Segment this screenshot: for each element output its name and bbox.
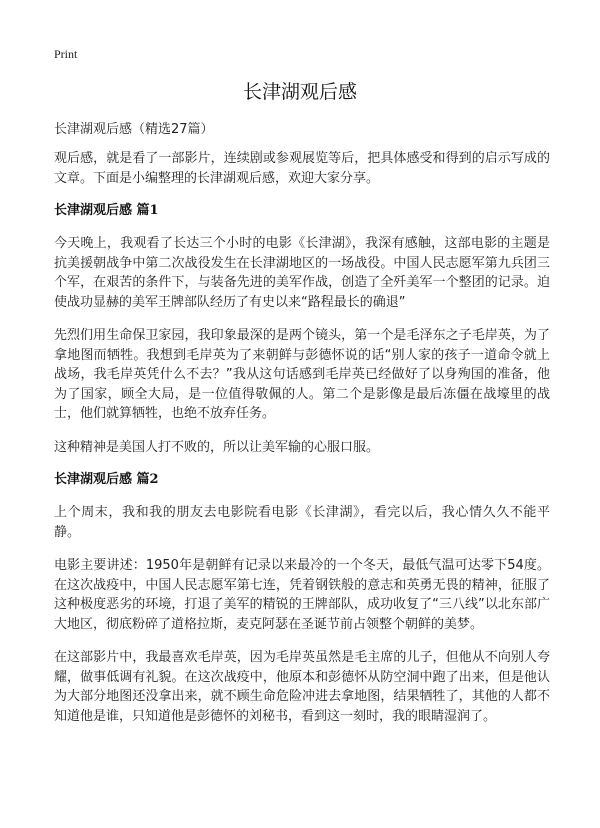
- page-title: 长津湖观后感: [242, 81, 357, 103]
- section-heading: 长津湖观后感 篇1: [54, 203, 159, 218]
- paragraph: 上个周末，我和我的朋友去电影院看电影《长津湖》，看完以后，我心情久久不能平静。: [54, 505, 550, 540]
- paragraph: 这种精神是美国人打不败的，所以让美军输的心服口服。: [54, 439, 380, 455]
- paragraph: 先烈们用生命保卫家园，我印象最深的是两个镜头，第一个是毛泽东之子毛岸英，为了拿地图而牺牲。我想到毛岸英为了来朝鲜与彭德怀说的话“别人家的孩子一道命令就上战场，我毛岸英凭什么不去？”我从这句话感到毛岸英已经做好了以身殉国的准备，他为了国家，顾全大局，是一位值得敬佩的人。第二个是影像是最后冻僵在战壕里的战士，他们就算牺牲，也绝不放弃任务。: [54, 328, 550, 421]
- document-subtitle: 长津湖观后感（精选27篇）: [54, 122, 214, 137]
- document-body: [54, 149, 550, 740]
- section-heading: 长津湖观后感 篇2: [54, 472, 159, 487]
- section-1: [54, 202, 550, 457]
- paragraph: 今天晚上，我观看了长达三个小时的电影《长津湖》，我深有感触，这部电影的主题是抗美援朝战争中第二次战役发生在长津湖地区的一场战役。中国人民志愿军第九兵团三个军，在艰苦的条件下，与装备先进的美军作战，创造了全歼美军一个整团的记录。迫使战功显赫的美军王牌部队经历了有史以来“路程最长的确退”: [54, 236, 550, 310]
- intro-paragraph: 观后感，就是看了一部影片，连续剧或参观展览等后，把具体感受和得到的启示写成的文章。下面是小编整理的长津湖观后感，欢迎大家分享。: [54, 151, 550, 186]
- print-label: Print: [54, 47, 78, 61]
- section-2: [54, 471, 550, 726]
- paragraph: 电影主要讲述：1950年是朝鲜有记录以来最冷的一个冬天，最低气温可达零下54度。在这次战疫中，中国人民志愿军第七连，凭着钢铁般的意志和英勇无畏的精神，征服了这种极度恶劣的环境，打退了美军的精锐的王牌部队，成功收复了“三八线”以北东部广大地区，彻底粉碎了道格拉斯，麦克阿瑟在圣诞节前占领整个朝鲜的美梦。: [54, 558, 550, 632]
- paragraph: 在这部影片中，我最喜欢毛岸英，因为毛岸英虽然是毛主席的儿子，但他从不向别人夸耀，做事低调有礼貌。在这次战疫中，他原本和彭德怀从防空洞中跑了出来，但是他认为大部分地图还没拿出来，就不顾生命危险冲进去拿地图，结果牺牲了，其他的人都不知道他是谁，只知道他是彭德怀的刘秘书，看到这一刻时，我的眼睛湿润了。: [54, 650, 550, 724]
